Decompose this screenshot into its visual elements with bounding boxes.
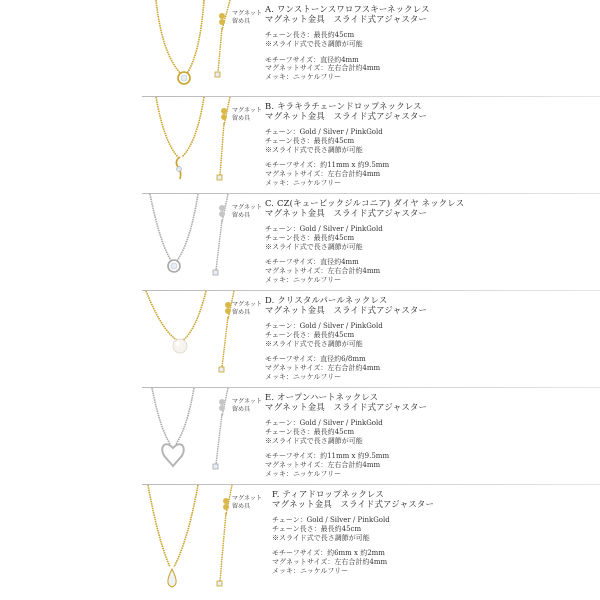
spec-line: ※スライド式で長さ調節が可能 <box>265 436 363 445</box>
spec-line: モチーフサイズ：直径約4mm <box>265 258 359 267</box>
magnet-clasp-label <box>232 10 262 26</box>
spec-line: チェーン長さ：最長約45cm <box>265 31 355 39</box>
spec-line: メッキ：ニッケルフリー <box>265 73 342 82</box>
magnet-label-line-2: 留め具 <box>232 309 251 316</box>
spec-line: チェーン長さ：最長約45cm <box>265 427 355 436</box>
spec-line: チェーン長さ：最長約45cm <box>265 233 355 242</box>
spec-line: モチーフサイズ：直径約4mm <box>265 55 359 64</box>
spec-line: ※スライド式で長さ調節が可能 <box>272 533 370 542</box>
magnet-clasp-label <box>232 495 262 511</box>
spec-line: メッキ：ニッケルフリー <box>265 275 342 284</box>
spec-line: チェーン：Gold / Silver / PinkGold <box>272 516 390 524</box>
magnet-label-line-2: 留め具 <box>232 18 251 25</box>
spec-line: チェーン長さ：最長約45cm <box>265 136 355 145</box>
magnet-clasp-label <box>232 398 262 414</box>
magnet-label-line-1: マグネット <box>232 107 262 114</box>
spec-line: チェーン：Gold / Silver / PinkGold <box>265 322 383 330</box>
spec-line: マグネットサイズ：左右合計約4mm <box>265 64 381 73</box>
magnet-label-line-2: 留め具 <box>232 212 251 219</box>
magnet-label-line-1: マグネット <box>232 398 262 405</box>
spec-line: ※スライド式で長さ調節が可能 <box>265 339 363 348</box>
spec-line: メッキ：ニッケルフリー <box>265 178 342 187</box>
product-description-a <box>265 4 595 82</box>
spec-line: チェーン長さ：最長約45cm <box>272 524 362 533</box>
product-subtitle: マグネット金具 スライド式アジャスター <box>265 402 428 412</box>
spec-line: マグネットサイズ：左右合計約4mm <box>272 558 388 567</box>
product-description-d <box>265 295 595 382</box>
spec-line: モチーフサイズ：約6mm x 約2mm <box>272 549 385 558</box>
product-description-f <box>272 489 600 576</box>
spec-line: ※スライド式で長さ調節が可能 <box>265 145 363 154</box>
spec-line: ※スライド式で長さ調節が可能 <box>265 242 363 251</box>
magnet-clasp-label <box>232 107 262 123</box>
product-description-e <box>265 392 595 479</box>
spec-line: モチーフサイズ：約11mm x 約9.5mm <box>265 452 390 461</box>
magnet-label-line-2: 留め具 <box>232 115 251 122</box>
product-row-e <box>0 388 600 485</box>
product-row-d <box>0 291 600 388</box>
magnet-label-line-2: 留め具 <box>232 406 251 413</box>
spec-line: メッキ：ニッケルフリー <box>265 372 342 381</box>
magnet-label-line-1: マグネット <box>232 301 262 308</box>
product-row-f <box>0 485 600 600</box>
product-subtitle: マグネット金具 スライド式アジャスター <box>265 14 428 24</box>
product-title: E. オープンハートネックレス <box>265 392 379 402</box>
spec-line: マグネットサイズ：左右合計約4mm <box>265 364 381 373</box>
magnet-clasp-label <box>232 301 262 317</box>
product-row-a <box>0 0 600 97</box>
magnet-label-line-1: マグネット <box>232 204 262 211</box>
spec-line: メッキ：ニッケルフリー <box>272 566 349 575</box>
spec-line: チェーン長さ：最長約45cm <box>265 330 355 339</box>
magnet-clasp-label <box>232 204 262 220</box>
magnet-label-line-1: マグネット <box>232 495 262 502</box>
product-description-c <box>265 198 595 285</box>
product-row-b <box>0 97 600 194</box>
spec-line: マグネットサイズ：左右合計約4mm <box>265 170 381 179</box>
spec-line: チェーン：Gold / Silver / PinkGold <box>265 225 383 233</box>
product-title: F. ティアドロップネックレス <box>272 489 384 499</box>
spec-line: メッキ：ニッケルフリー <box>265 469 342 478</box>
spec-line: ※スライド式で長さ調節が可能 <box>265 39 363 48</box>
product-row-c <box>0 194 600 291</box>
product-title: D. クリスタルパールネックレス <box>265 295 388 305</box>
spec-line: チェーン：Gold / Silver / PinkGold <box>265 419 383 427</box>
product-subtitle: マグネット金具 スライド式アジャスター <box>265 111 428 121</box>
product-title: C. CZ(キュービックジルコニア) ダイヤ ネックレス <box>265 198 465 208</box>
product-subtitle: マグネット金具 スライド式アジャスター <box>265 208 428 218</box>
spec-line: モチーフサイズ：直径約6/8mm <box>265 355 366 364</box>
spec-line: マグネットサイズ：左右合計約4mm <box>265 461 381 470</box>
product-title: B. キラキラチェーンドロップネックレス <box>265 101 422 111</box>
magnet-label-line-1: マグネット <box>232 10 262 17</box>
product-subtitle: マグネット金具 スライド式アジャスター <box>265 305 428 315</box>
spec-line: チェーン：Gold / Silver / PinkGold <box>265 128 383 136</box>
magnet-label-line-2: 留め具 <box>232 503 251 510</box>
product-title: A. ワンストーンスワロフスキーネックレス <box>265 4 430 14</box>
spec-line: マグネットサイズ：左右合計約4mm <box>265 267 381 276</box>
product-description-b <box>265 101 595 188</box>
spec-line: モチーフサイズ：約11mm x 約9.5mm <box>265 161 390 170</box>
product-subtitle: マグネット金具 スライド式アジャスター <box>272 499 435 509</box>
